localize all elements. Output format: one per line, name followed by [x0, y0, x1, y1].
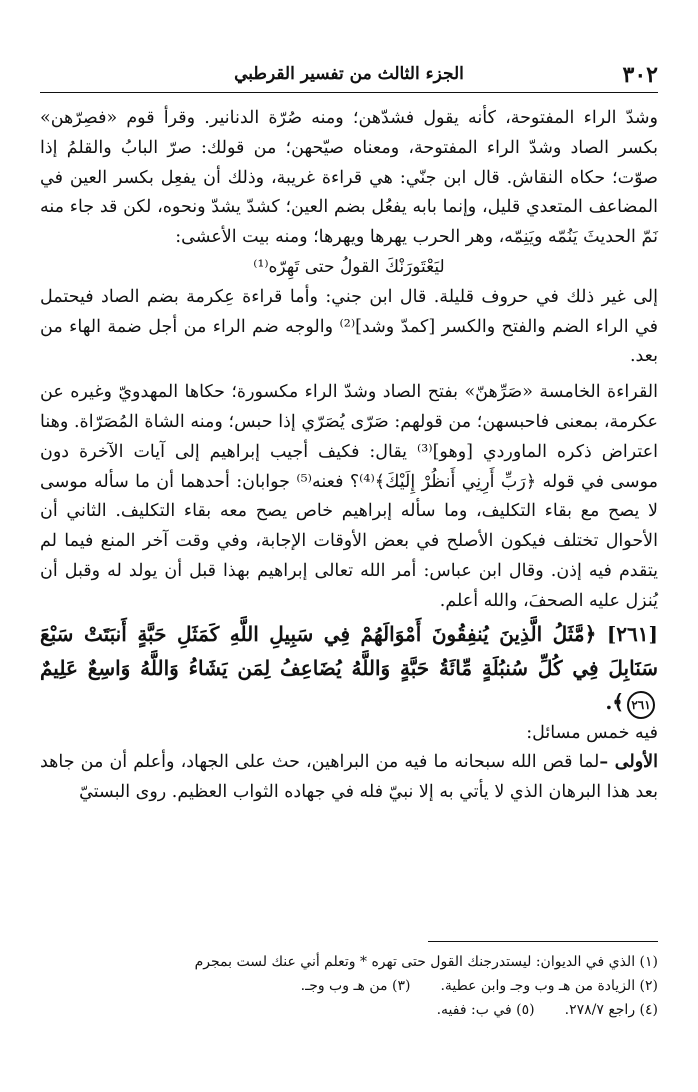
ayah-close: ﴾.: [605, 689, 624, 714]
running-title: الجزء الثالث من تفسير القرطبي: [234, 64, 464, 84]
footnote-divider: [428, 941, 658, 942]
ayah-end-mark-icon: ٢٦١: [627, 691, 655, 719]
quran-verse: [40, 617, 658, 719]
footnote-row-2: [40, 974, 658, 998]
body-text: [40, 104, 658, 808]
footnote-3: (٣) من هـ وب وجـ.: [300, 978, 411, 994]
footnote-2: (٢) الزيادة من هـ وب وجـ وابن عطية.: [440, 978, 658, 994]
footnote-row-3: [40, 998, 658, 1022]
paragraph-5: [40, 748, 658, 808]
paragraph-4: فيه خمس مسائل:: [526, 722, 658, 743]
ayah-text: ﴿مَّثَلُ الَّذِينَ يُنفِقُونَ أَمْوَالَهُمْ فِي سَبِيلِ اللَّهِ كَمَثَلِ حَبَّةٍ أَنبَتَتْ سَبْعَ سَنَابِلَ فِي كُلِّ سُنبُلَةٍ مِّائَةُ حَبَّةٍ وَاللَّهُ يُضَاعِفُ لِمَن يَشَاءُ وَاللَّهُ وَاسِعٌ عَلِيمٌ: [40, 621, 658, 680]
issue-lead: الأولى –: [599, 752, 658, 773]
footnote-1: (١) الذي في الديوان: ليستدرجنك القول حتى تهره * وتعلم أني عنك لست بمجرم: [194, 954, 658, 970]
poetry-verse: ليَعْتَورَنْكَ القولُ حتى تَهِرّه⁽¹⁾: [253, 256, 445, 277]
footnotes: [40, 950, 658, 1022]
paragraph-1: وشدّ الراء المفتوحة، كأنه يقول فشدّهن؛ ومنه صُرّة الدنانير. وقرأ قوم «فصِرّهن» بكسر الصاد وشدّ الراء المفتوحة، ومعناه صيّحهن؛ من قولك: صرّ البابُ والقلمُ إذا صوّت؛ حكاه النقاش. قال ابن جنّي: هي قراءة غريبة، وذلك أن يفعِل بكسر العين في المضاعف المتعدي قليل، وإنما بابه يفعُل بضم العين؛ كشدّ يشدّ ونحوه، لكن قد جاء منه نَمّ الحديثَ يَنُمّه ويَنِمّه، وهر الحرب يهرها ويهرها؛ ومنه بيت الأعشى:: [40, 108, 658, 248]
paragraph-3: القراءة الخامسة «صَرِّهنّ» بفتح الصاد وشدّ الراء مكسورة؛ حكاها المهدويّ وغيره عن عكرمة، بمعنى فاحبسهن؛ من قولهم: صَرّى يُصَرّي إذا حبس؛ ومنه الشاة المُصَرّاة. وهنا اعتراض ذكره الماوردي [وهو]⁽³⁾ يقال: فكيف أجيب إبراهيم إلى آيات الآخرة دون موسى في قوله ﴿رَبِّ أَرِنِي أَنظُرْ إِلَيْكَ﴾⁽⁴⁾؟ فعنه⁽⁵⁾ جوابان: أحدهما أن ما سأله موسى لا يصح مع بقاء التكليف، وما سأله إبراهيم خاص يصح معه بقاء التكليف. الثاني أن الأحوال تختلف فيكون الأصلح في بعض الأوقات الإجابة، وفي وقت آخر المنع فيما لم يتقدم فيه إذن. وقال ابن عباس: أمر الله تعالى إبراهيم بهذا قبل أن يولد له وقبل أن يُنزل عليه الصحفَ، والله أعلم.: [40, 382, 659, 611]
paragraph-2: إلى غير ذلك في حروف قليلة. قال ابن جني: وأما قراءة عِكرمة بضم الصاد فيحتمل في الراء الضم والفتح والكسر [كمدّ وشد]⁽²⁾ والوجه ضم الراء من أجل ضمة الهاء من بعد.: [40, 286, 659, 367]
page-number: ٣٠٢: [622, 62, 658, 88]
footnote-5: (٥) في ب: ففيه.: [436, 1002, 535, 1018]
ayah-number: [٢٦١]: [606, 621, 658, 646]
footnote-4: (٤) راجع ٢٧٨/٧.: [564, 1002, 658, 1018]
page-header: [40, 58, 658, 93]
paragraph-5-text: لما قص الله سبحانه ما فيه من البراهين، حث على الجهاد، وأعلم أن من جاهد بعد هذا البرهان الذي لا يأتي به إلا نبيّ فله في جهاده الثواب العظيم. روى البستيّ: [40, 752, 658, 803]
